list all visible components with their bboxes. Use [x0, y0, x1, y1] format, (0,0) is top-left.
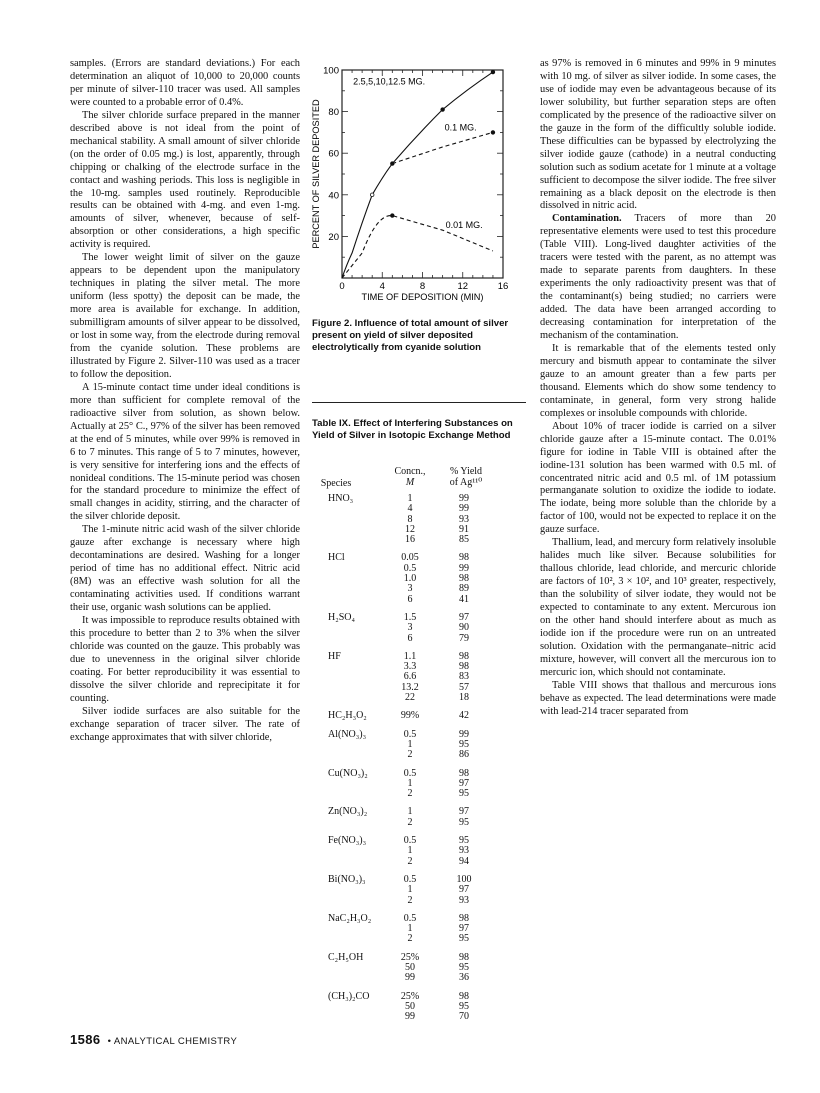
- paragraph: [540, 680, 776, 719]
- paragraph: [70, 252, 300, 382]
- conc-cell: 1: [407, 923, 413, 935]
- data-point: [441, 108, 445, 112]
- conc-cell: 8: [407, 513, 413, 525]
- species-cell: Al(NO₃)₃: [328, 728, 367, 740]
- table-row: [314, 836, 522, 846]
- table-row: [314, 953, 522, 963]
- paragraph-text: A 15-minute contact time under ideal conditions is more than sufficient for complete removal of the radioactive silver from solution, as shown below. Actually at 25° C., 97% of the silver has been removed at the end of 5 minutes, while over 99% is removed in 6 to 7 minutes. This range of 5 to 7 minutes, however, is very sensitive for interfering ions and the effects of nonideal conditions. The 15-minute period was chosen for the standard procedure to minimize the effect of small changes in acidity, stirring, and the character of the silver chloride deposit.: [70, 381, 300, 523]
- table-top-rule: [312, 402, 526, 403]
- table-group: [314, 769, 522, 800]
- table-row: [314, 992, 522, 1002]
- conc-cell: 2: [407, 749, 413, 761]
- table-row: [314, 504, 522, 514]
- yield-cell: 97: [459, 923, 469, 935]
- paragraph: [70, 382, 300, 524]
- conc-cell: 3: [407, 622, 413, 634]
- yield-cell: 98: [459, 951, 469, 963]
- yield-cell: 99: [459, 493, 469, 504]
- conc-cell: 1: [407, 493, 413, 504]
- yield-cell: 99: [459, 728, 469, 740]
- table-row: [314, 693, 522, 703]
- yield-header: [442, 466, 490, 488]
- paragraph: [540, 537, 776, 679]
- figure-2-chart: [310, 58, 530, 318]
- table-row: [314, 564, 522, 574]
- yield-cell: 100: [456, 873, 472, 885]
- species-cell: Cu(NO₃)₂: [328, 767, 368, 779]
- x-axis-label: TIME OF DEPOSITION (MIN): [361, 292, 484, 302]
- paragraph-text: as 97% is removed in 6 minutes and 99% in 9 minutes with 10 mg. of silver as silver iodide. In some cases, the use of iodide may even be advantageous because of its lower solubility, but further separation steps are often complicated by the presence of the radioactive silver on the gauze in the form of the difficultly soluble iodide. These difficulties can be bypassed by electrolyzing the silver iodide gauze (cathode) in a neutral conducting solution such as sodium acetate for 1 minute at a voltage sufficient to decompose the silver iodide. The free silver remaining as a black deposit on the electrode is then dissolved in nitric acid.: [540, 58, 776, 212]
- table-ix: [314, 466, 522, 1030]
- paragraph-text: Silver iodide surfaces are also suitable for the exchange separation of tracer silver. The rate of exchange approximates that with silver chloride,: [70, 705, 300, 743]
- page-number: 1586: [70, 1032, 101, 1047]
- y-axis-label: PERCENT OF SILVER DEPOSITED: [311, 99, 321, 249]
- conc-cell: 6.6: [403, 671, 417, 683]
- series-label: 2.5,5,10,12.5 MG.: [353, 76, 426, 87]
- table-row: [314, 711, 522, 721]
- table-row: [314, 740, 522, 750]
- data-point: [391, 214, 395, 218]
- data-point: [370, 193, 374, 197]
- figure-caption: Figure 2. Influence of total amount of silver present on yield of silver deposited electrolytically from cyanide solution: [312, 318, 509, 353]
- y-tick-label: 20: [328, 231, 339, 243]
- conc-cell: 1.5: [403, 611, 417, 623]
- yield-cell: 97: [459, 806, 469, 818]
- paragraph: [70, 706, 300, 745]
- yield-cell: 93: [459, 894, 469, 906]
- yield-cell: 98: [459, 573, 469, 585]
- species-cell: HCl: [328, 552, 345, 564]
- paragraph-text: Thallium, lead, and mercury form relatively insoluble halides much like silver. Because solubilities for thallous chloride, lead chloride, and mercuric chloride are factors of 10², 3 × 10², and 10³ greater, respectively, than the solubility of silver iodate, they would not be expected to contaminate to any extent. Mercurous ion on the other hand should interfere about as much as iodide ion if the procedure were run on an untreated solution. Oxidation with the permanganate–nitric acid mixture, however, will convert all the mercurous ion to mercuric ion, which should not contaminate.: [540, 537, 776, 678]
- paragraph: [70, 58, 300, 110]
- species-cell: (CH₃)₂CO: [328, 990, 370, 1002]
- yield-cell: 95: [459, 1000, 469, 1012]
- paragraph-text: It was impossible to reproduce results obtained with this procedure to better than 2 to 3% when the silver chloride was counted on the gauze. This probably was due to unevenness in the original silver chloride coating. For better reproducibility it was essential to dissolve the silver chloride and reprecipitate it for counting.: [70, 614, 300, 704]
- table-row: [314, 553, 522, 563]
- yield-cell: 98: [459, 767, 469, 779]
- table-header: [314, 466, 522, 494]
- species-cell: HC₂H₃O₂: [328, 710, 367, 722]
- table-group: [314, 836, 522, 867]
- species-cell: C₂H₅OH: [328, 951, 364, 963]
- table-row: [314, 885, 522, 895]
- table-row: [314, 875, 522, 885]
- yield-cell: 95: [459, 738, 469, 750]
- series-label: 0.01 MG.: [445, 220, 483, 231]
- conc-cell: 4: [407, 503, 413, 515]
- conc-cell: 0.5: [403, 912, 417, 924]
- conc-cell: 0.5: [403, 562, 417, 574]
- left-text-column: [70, 58, 300, 745]
- paragraph-text: Table VIII shows that thallous and mercurous ions behave as expected. The lead determinations were made with lead-214 tracer separated from: [540, 679, 776, 717]
- paragraph-text: It is remarkable that of the elements tested only mercury and bismuth appear to contaminate the silver gauze to an amount greater than a few parts per thousand. Elements which do show some tendency to contaminate, in general, form very strong halide complexes or insoluble compounds with chloride.: [540, 342, 776, 419]
- conc-cell: 99: [405, 1011, 415, 1023]
- yield-cell: 95: [459, 835, 469, 847]
- conc-cell: 22: [405, 692, 415, 704]
- paragraph: [540, 343, 776, 421]
- paragraph-text: The 1-minute nitric acid wash of the silver chloride gauze after exchange is necessary where high decontaminations are desired. Washing for a longer period of time has no additional effect. Nitric acid (8M) was an effective wash solution for all the contaminating activities used. If conditions warrant their use, organic wash solutions can be applied.: [70, 524, 300, 614]
- plot-frame: [342, 70, 503, 278]
- table-row: [314, 914, 522, 924]
- x-tick-label: 4: [379, 281, 385, 292]
- table-row: [314, 857, 522, 867]
- paragraph: [540, 213, 776, 343]
- table-row: [314, 730, 522, 740]
- species-cell: Fe(NO₃)₃: [328, 835, 367, 847]
- conc-cell: 0.5: [403, 873, 417, 885]
- yield-cell: 85: [459, 534, 469, 546]
- paragraph: [540, 58, 776, 213]
- paragraph: [70, 524, 300, 615]
- species-cell: Bi(NO₃)₃: [328, 873, 366, 885]
- y-tick-label: 100: [323, 65, 339, 77]
- yield-cell: 98: [459, 990, 469, 1002]
- yield-cell: 99: [459, 562, 469, 574]
- conc-cell: 2: [407, 855, 413, 867]
- footer-bullet: •: [107, 1036, 112, 1047]
- table-row: [314, 613, 522, 623]
- table-row: [314, 515, 522, 525]
- paragraph-text: samples. (Errors are standard deviations.) For each determination an aliquot of 10,000 to 20,000 counts per minute of silver-110 tracer was used. All samples were counted to a probable error of 0.4%.: [70, 58, 300, 108]
- paragraph-text: About 10% of tracer iodide is carried on a silver chloride gauze after a 15-minute contact. The 0.01% figure for iodine in Table VIII is obtained after the iodine-131 solution has been warmed with 0.5 ml. of concentrated nitric acid and 0.5 ml. of 1M potassium permanganate solution to oxidize the iodide to iodate. The iodate, being more soluble than the chloride by a factor of 100, would not be expected to replace it on the gauze surface.: [540, 420, 776, 536]
- yield-cell: 98: [459, 661, 469, 673]
- conc-cell: 99%: [400, 710, 420, 722]
- journal-name: ANALYTICAL CHEMISTRY: [113, 1036, 238, 1047]
- conc-cell: 1: [407, 777, 413, 789]
- table-row: [314, 623, 522, 633]
- yield-cell: 95: [459, 816, 469, 828]
- yield-cell: 98: [459, 552, 469, 564]
- yield-cell: 42: [459, 710, 469, 722]
- conc-cell: 0.05: [401, 552, 419, 564]
- conc-header-line1: Concn.,: [394, 466, 426, 477]
- yield-cell: 99: [459, 503, 469, 515]
- table-row: [314, 535, 522, 545]
- yield-cell: 93: [459, 845, 469, 857]
- table-group: [314, 494, 522, 545]
- series-line: [392, 132, 493, 163]
- conc-cell: 0.5: [403, 767, 417, 779]
- x-tick-label: 8: [419, 281, 426, 292]
- table-row: [314, 662, 522, 672]
- species-header: Species: [320, 478, 352, 489]
- table-group: [314, 652, 522, 703]
- conc-cell: 3.3: [403, 661, 417, 673]
- page-footer: [70, 1032, 237, 1047]
- table-row: [314, 779, 522, 789]
- yield-cell: 97: [459, 777, 469, 789]
- yield-cell: 98: [459, 650, 469, 662]
- species-cell: NaC₂H₃O₂: [328, 912, 372, 924]
- conc-cell: 13.2: [401, 681, 419, 693]
- conc-header-line2: M: [405, 477, 415, 488]
- yield-cell: 95: [459, 933, 469, 945]
- conc-cell: 1.1: [403, 650, 417, 662]
- table-body: [314, 494, 522, 1022]
- conc-cell: 6: [407, 593, 413, 605]
- paragraph-text: The lower weight limit of silver on the gauze appears to be dependent upon the manipulatory techniques in plating the silver metal. The more uniform (less spotty) the deposit can be made, the more area is available for exchange. In addition, submilligram amounts of silver appear to be dissolved, or lost in some way, from the electrode during removal from the cyanide solution. These problems are illustrated by Figure 2. Silver-110 was used as a tracer to follow the deposition.: [70, 252, 300, 380]
- yield-cell: 97: [459, 611, 469, 623]
- table-row: [314, 807, 522, 817]
- x-tick-label: 16: [497, 281, 509, 292]
- conc-cell: 25%: [400, 990, 420, 1002]
- conc-cell: 3: [407, 583, 413, 595]
- conc-cell: 6: [407, 632, 413, 644]
- paragraph-text: Tracers of more than 20 representative elements were used to test this procedure (Table VIII). Long-lived daughter activities of the tracers were tested with the parent, as no attempt was made to separate parents from daughters. In these experiments the only radioactivity present was that of the contaminant(s) being studied; no carriers were added. The data have been arranged according to decreasing contamination for interpretation of the mechanism of the contamination.: [540, 213, 776, 342]
- table-row: [314, 1012, 522, 1022]
- conc-cell: 0.5: [403, 728, 417, 740]
- table-row: [314, 634, 522, 644]
- series-label: 0.1 MG.: [444, 122, 477, 133]
- paragraph: [70, 110, 300, 252]
- table-group: [314, 914, 522, 945]
- conc-cell: 12: [405, 523, 415, 535]
- x-tick-label: 12: [457, 281, 469, 292]
- conc-cell: 1.0: [403, 573, 417, 585]
- conc-cell: 1: [407, 738, 413, 750]
- table-row: [314, 595, 522, 605]
- table-row: [314, 924, 522, 934]
- yield-cell: 94: [459, 855, 469, 867]
- yield-cell: 86: [459, 749, 469, 761]
- conc-cell: 2: [407, 816, 413, 828]
- y-tick-label: 60: [328, 148, 339, 160]
- table-row: [314, 934, 522, 944]
- x-tick-label: 0: [339, 281, 345, 292]
- y-tick-label: 40: [328, 190, 339, 202]
- yield-cell: 91: [459, 523, 469, 535]
- table-group: [314, 553, 522, 604]
- conc-cell: 50: [405, 961, 415, 973]
- table-row: [314, 818, 522, 828]
- species-cell: HF: [328, 650, 341, 662]
- conc-cell: 1: [407, 845, 413, 857]
- conc-cell: 0.5: [403, 835, 417, 847]
- yield-cell: 70: [459, 1011, 469, 1023]
- data-point: [491, 131, 495, 135]
- table-row: [314, 769, 522, 779]
- yield-cell: 83: [459, 671, 469, 683]
- table-row: [314, 963, 522, 973]
- yield-cell: 93: [459, 513, 469, 525]
- conc-cell: 25%: [400, 951, 420, 963]
- conc-header: [386, 466, 434, 488]
- yield-cell: 98: [459, 912, 469, 924]
- yield-cell: 95: [459, 788, 469, 800]
- table-row: [314, 494, 522, 504]
- table-row: [314, 789, 522, 799]
- data-point: [491, 70, 495, 74]
- species-cell: H₂SO₄: [328, 611, 355, 623]
- table-row: [314, 525, 522, 535]
- yield-cell: 90: [459, 622, 469, 634]
- table-row: [314, 683, 522, 693]
- table-row: [314, 973, 522, 983]
- paragraph: [70, 615, 300, 706]
- paragraph: [540, 421, 776, 538]
- yield-cell: 36: [459, 972, 469, 984]
- table-row: [314, 652, 522, 662]
- yield-cell: 95: [459, 961, 469, 973]
- table-row: [314, 574, 522, 584]
- table-group: [314, 730, 522, 761]
- table-caption: Table IX. Effect of Interfering Substances on Yield of Silver in Isotopic Exchange Method: [312, 418, 513, 441]
- yield-cell: 79: [459, 632, 469, 644]
- yield-cell: 97: [459, 884, 469, 896]
- conc-cell: 2: [407, 788, 413, 800]
- table-row: [314, 750, 522, 760]
- table-group: [314, 953, 522, 984]
- paragraph-text: The silver chloride surface prepared in the manner described above is not ideal from the point of mechanical stability. A small amount of silver chloride (on the order of 0.05 mg.) is lost, apparently, through chipping or chalking of the electrode surface in the contact and washing periods. This loss is negligible in the 10-mg. samples used routinely. Reproducible results can be obtained with 4-mg. and even 1-mg. amounts of silver, whenever, because of self-absorption or other considerations, a high specific activity is required.: [70, 109, 300, 251]
- table-row: [314, 896, 522, 906]
- conc-cell: 16: [405, 534, 415, 546]
- table-group: [314, 807, 522, 828]
- yield-cell: 57: [459, 681, 469, 693]
- conc-cell: 99: [405, 972, 415, 984]
- table-group: [314, 875, 522, 906]
- table-row: [314, 584, 522, 594]
- section-heading: Contamination.: [552, 213, 622, 225]
- table-group: [314, 711, 522, 721]
- yield-cell: 89: [459, 583, 469, 595]
- table-row: [314, 1002, 522, 1012]
- yield-header-line1: % Yield: [449, 466, 483, 477]
- conc-cell: 1: [407, 806, 413, 818]
- conc-cell: 2: [407, 894, 413, 906]
- conc-cell: 1: [407, 884, 413, 896]
- yield-cell: 41: [459, 593, 469, 605]
- conc-cell: 2: [407, 933, 413, 945]
- species-cell: Zn(NO₃)₂: [328, 806, 368, 818]
- table-row: [314, 846, 522, 856]
- yield-cell: 18: [459, 692, 469, 704]
- conc-cell: 50: [405, 1000, 415, 1012]
- y-tick-label: 80: [328, 107, 339, 119]
- yield-header-line2: of Ag¹¹⁰: [449, 477, 483, 488]
- species-cell: HNO₃: [328, 493, 354, 504]
- right-text-column: [540, 58, 776, 719]
- table-group: [314, 613, 522, 644]
- figure-2: [310, 58, 530, 358]
- table-group: [314, 992, 522, 1023]
